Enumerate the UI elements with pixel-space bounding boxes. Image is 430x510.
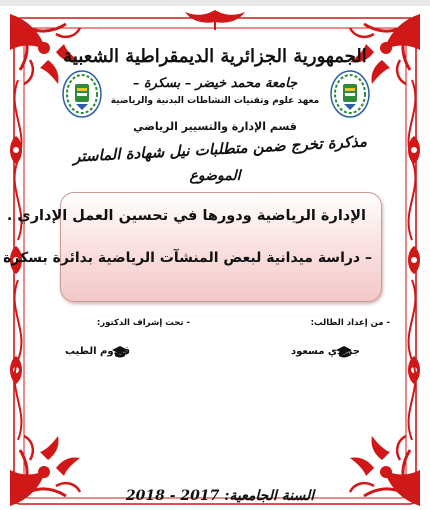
topic-subtitle: – دراسة ميدانية لبعض المنشآت الرياضية بدائرة بسكرة — [3, 250, 372, 266]
student-label: - من إعداد الطالب: — [310, 318, 390, 328]
supervisor-name: قيدوم الطيب — [64, 346, 130, 357]
student-name: جريدي مسعود — [290, 346, 360, 357]
topic-title: الإدارة الرياضية ودورها في تحسين العمل الإداري . — [6, 208, 366, 224]
republic-title: الجمهورية الجزائرية الديمقراطية الشعبية — [63, 46, 367, 67]
memo-subtitle: مذكرة تخرج ضمن متطلبات نيل شهادة الماستر — [72, 132, 368, 166]
department-name: قسم الإدارة والتسيير الرياضي — [133, 120, 297, 133]
university-name: جامعة محمد خيضر – بسكرة – — [132, 76, 298, 91]
institute-name: معهد علوم وتقنيات النشاطات البدنية والرياضية — [110, 96, 320, 106]
academic-year: السنة الجامعية: 2017 - 2018 — [125, 488, 315, 504]
supervisor-label: - تحت إشراف الدكتور: — [96, 318, 190, 328]
topic-heading: الموضوع — [189, 168, 241, 184]
